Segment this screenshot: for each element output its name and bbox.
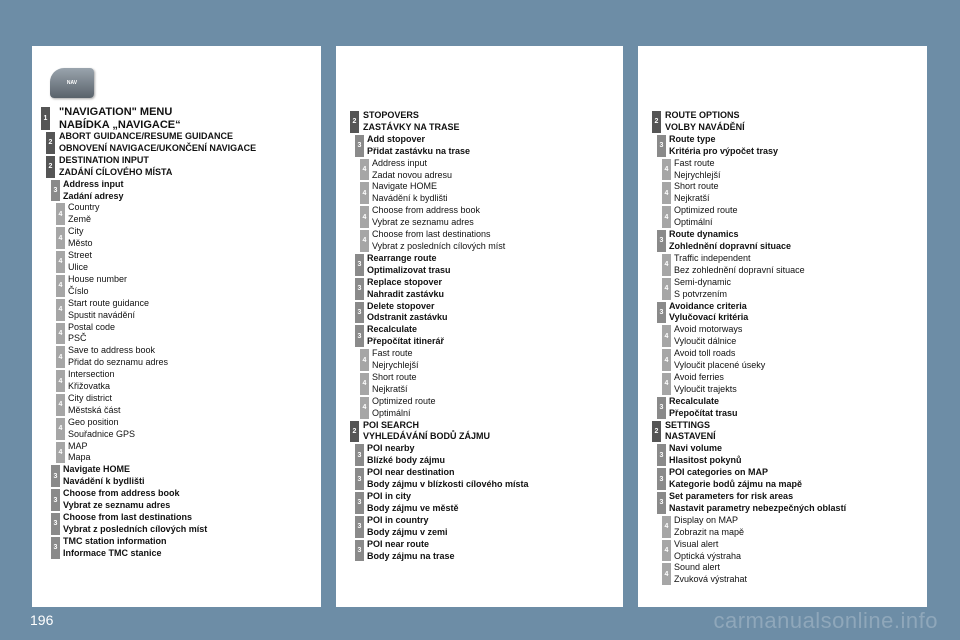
- level-badge: 3: [355, 302, 364, 324]
- menu-entry: [336, 277, 623, 301]
- entry-label-cs: Body zájmu v blízkosti cílového místa: [367, 479, 529, 490]
- level-badge: 3: [51, 513, 60, 535]
- entry-label-en: Recalculate: [669, 395, 720, 406]
- level-badge: 3: [51, 537, 60, 559]
- menu-entry: [336, 539, 623, 563]
- level-badge: 4: [662, 373, 671, 395]
- entry-label-cs: Informace TMC stanice: [63, 547, 162, 558]
- entry-label-en: "NAVIGATION" MENU: [59, 106, 173, 118]
- entry-label-cs: Odstranit zastávku: [367, 312, 448, 323]
- entry-label-en: Navigate HOME: [372, 181, 438, 192]
- entry-label-cs: Vyloučit placené úseky: [674, 360, 766, 371]
- entry-label-en: STOPOVERS: [363, 110, 419, 120]
- menu-entry: [638, 515, 927, 539]
- level-badge: 4: [662, 182, 671, 204]
- menu-entry: [32, 488, 321, 512]
- entry-label-cs: Hlasitost pokynů: [669, 455, 742, 466]
- entry-label-cs: Bez zohlednění dopravní situace: [674, 264, 805, 275]
- entry-label-en: Optimized route: [372, 395, 436, 406]
- entry-label-cs: Vybrat ze seznamu adres: [372, 217, 474, 228]
- entry-label-cs: S potvrzením: [674, 288, 728, 299]
- level-badge: 4: [56, 323, 65, 345]
- entry-label-en: POI SEARCH: [363, 419, 420, 430]
- entry-label-en: POI in city: [367, 491, 412, 501]
- menu-entry: [638, 158, 927, 182]
- level-badge: 4: [56, 442, 65, 464]
- menu-entry: [638, 467, 927, 491]
- menu-entry: [32, 179, 321, 203]
- entry-label-en: Choose from last destinations: [372, 229, 491, 240]
- menu-entry: [32, 155, 321, 179]
- entry-label-en: Short route: [674, 181, 719, 192]
- entry-label-cs: Země: [68, 214, 92, 225]
- level-badge: 4: [662, 159, 671, 181]
- menu-entry: [336, 205, 623, 229]
- level-badge: 2: [46, 132, 55, 154]
- level-badge: 3: [355, 135, 364, 157]
- level-badge: 3: [355, 492, 364, 514]
- entry-label-en: POI nearby: [367, 443, 415, 454]
- menu-entry: [336, 324, 623, 348]
- menu-entry: [638, 443, 927, 467]
- entry-label-cs: Souřadnice GPS: [68, 428, 136, 439]
- entry-label-cs: Nejkratší: [372, 383, 408, 394]
- entry-label-cs: Zvuková výstrahat: [674, 574, 748, 585]
- menu-entry: [638, 277, 927, 301]
- entry-label-cs: Město: [68, 238, 93, 249]
- entry-label-en: ROUTE OPTIONS: [665, 110, 740, 120]
- level-badge: 2: [46, 156, 55, 178]
- level-badge: 4: [662, 278, 671, 300]
- level-badge: 3: [355, 468, 364, 490]
- level-badge: 3: [657, 468, 666, 490]
- menu-entry: [638, 420, 927, 444]
- entry-label-en: Short route: [372, 371, 417, 382]
- entry-label-cs: ZADÁNÍ CÍLOVÉHO MÍSTA: [59, 166, 173, 177]
- entry-label-en: POI near destination: [367, 467, 455, 478]
- entry-label-cs: Ulice: [68, 261, 89, 272]
- menu-entry: [336, 229, 623, 253]
- page-number: 196: [30, 612, 54, 628]
- entry-label-en: Fast route: [372, 348, 413, 359]
- menu-entry: [336, 348, 623, 372]
- entry-label-cs: NABÍDKA „NAVIGACE“: [59, 118, 181, 131]
- menu-entry: [638, 348, 927, 372]
- level-badge: 4: [662, 540, 671, 562]
- entry-label-cs: Blízké body zájmu: [367, 455, 446, 466]
- entry-label-en: Recalculate: [367, 324, 418, 335]
- entry-label-en: ABORT GUIDANCE/RESUME GUIDANCE: [59, 131, 234, 141]
- entry-label-cs: Nejkratší: [674, 193, 710, 204]
- level-badge: 4: [360, 182, 369, 204]
- level-badge: 4: [56, 203, 65, 225]
- entry-label-en: Navi volume: [669, 443, 723, 454]
- entry-label-en: Geo position: [68, 416, 119, 427]
- menu-entry: [336, 420, 623, 444]
- entry-label-en: POI categories on MAP: [669, 467, 769, 478]
- entry-label-en: House number: [68, 273, 128, 284]
- menu-entry: [336, 181, 623, 205]
- level-badge: 2: [652, 111, 661, 133]
- menu-entry: [336, 110, 623, 134]
- menu-entry: [32, 202, 321, 226]
- entry-label-cs: ZASTÁVKY NA TRASE: [363, 121, 460, 132]
- menu-entry: [32, 464, 321, 488]
- menu-entry: [32, 274, 321, 298]
- entry-label-en: Fast route: [674, 157, 715, 168]
- level-badge: 4: [662, 516, 671, 538]
- entry-label-en: Avoid motorways: [674, 324, 743, 335]
- level-badge: 4: [56, 418, 65, 440]
- entry-label-cs: Nahradit zastávku: [367, 288, 445, 299]
- level-badge: 3: [355, 254, 364, 276]
- entry-label-cs: Zadat novou adresu: [372, 169, 453, 180]
- menu-entry: [336, 134, 623, 158]
- menu-tree: [336, 110, 623, 562]
- entry-label-cs: Navádění k bydlišti: [372, 193, 448, 204]
- entry-label-cs: Optimalizovat trasu: [367, 264, 451, 275]
- level-badge: 2: [350, 111, 359, 133]
- level-badge: 4: [56, 275, 65, 297]
- level-badge: 4: [662, 563, 671, 585]
- menu-tree: [32, 106, 321, 560]
- entry-label-cs: Nejrychlejší: [372, 360, 419, 371]
- menu-entry: [336, 467, 623, 491]
- entry-label-cs: VYHLEDÁVÁNÍ BODŮ ZÁJMU: [363, 431, 491, 442]
- level-badge: 3: [657, 135, 666, 157]
- level-badge: 3: [355, 516, 364, 538]
- level-badge: 4: [360, 159, 369, 181]
- entry-label-en: Delete stopover: [367, 300, 435, 311]
- level-badge: 4: [56, 299, 65, 321]
- menu-entry: [32, 322, 321, 346]
- menu-entry: [638, 324, 927, 348]
- entry-label-en: SETTINGS: [665, 419, 711, 430]
- level-badge: 4: [662, 206, 671, 228]
- level-badge: 3: [51, 465, 60, 487]
- entry-label-en: Set parameters for risk areas: [669, 491, 794, 501]
- menu-entry: [32, 417, 321, 441]
- menu-entry: [638, 491, 927, 515]
- nav-button-icon: NAV: [50, 68, 94, 98]
- entry-label-cs: Vybrat z posledních cílových míst: [63, 523, 208, 534]
- entry-label-en: TMC station information: [63, 535, 167, 546]
- entry-label-en: Address input: [372, 157, 428, 168]
- level-badge: 4: [360, 230, 369, 252]
- entry-label-cs: PSČ: [68, 333, 87, 344]
- menu-entry: [638, 539, 927, 563]
- entry-label-en: Choose from last destinations: [63, 512, 193, 522]
- level-badge: 4: [360, 206, 369, 228]
- menu-entry: [638, 134, 927, 158]
- entry-label-en: Avoid toll roads: [674, 348, 736, 359]
- menu-entry: [638, 205, 927, 229]
- entry-label-cs: Vybrat ze seznamu adres: [63, 500, 171, 511]
- level-badge: 4: [360, 397, 369, 419]
- entry-label-en: POI in country: [367, 514, 429, 525]
- entry-label-cs: Nejrychlejší: [674, 169, 721, 180]
- entry-label-cs: Mapa: [68, 452, 91, 463]
- level-badge: 3: [355, 325, 364, 347]
- entry-label-cs: Nastavit parametry nebezpečných oblastí: [669, 502, 847, 513]
- level-badge: 3: [657, 230, 666, 252]
- entry-label-cs: Přepočítat trasu: [669, 407, 738, 418]
- level-badge: 3: [657, 492, 666, 514]
- menu-entry: [32, 536, 321, 560]
- entry-label-en: City: [68, 226, 84, 237]
- level-badge: 3: [657, 444, 666, 466]
- level-badge: 4: [56, 346, 65, 368]
- entry-label-en: Street: [68, 250, 93, 261]
- menu-entry: [638, 396, 927, 420]
- entry-label-cs: Vylučovací kritéria: [669, 312, 749, 323]
- entry-label-cs: Kategorie bodů zájmu na mapě: [669, 479, 803, 490]
- menu-entry: [638, 110, 927, 134]
- menu-entry: [336, 443, 623, 467]
- menu-entry: [336, 253, 623, 277]
- entry-label-en: Traffic independent: [674, 252, 751, 263]
- level-badge: 4: [56, 394, 65, 416]
- menu-entry: [638, 301, 927, 325]
- level-badge: 3: [355, 540, 364, 562]
- menu-panel-stopovers-poi: [336, 46, 623, 607]
- entry-label-en: Semi-dynamic: [674, 276, 732, 287]
- entry-label-en: Route dynamics: [669, 229, 739, 240]
- entry-label-cs: Přepočítat itinerář: [367, 336, 445, 347]
- entry-label-en: Choose from address book: [372, 205, 481, 216]
- entry-label-en: Avoid ferries: [674, 371, 724, 382]
- entry-label-cs: NASTAVENÍ: [665, 431, 716, 442]
- menu-panel-route-options-settings: [638, 46, 927, 607]
- entry-label-en: Address input: [63, 178, 124, 189]
- entry-label-cs: Spustit navádění: [68, 309, 136, 320]
- level-badge: 4: [360, 373, 369, 395]
- entry-label-en: Visual alert: [674, 538, 719, 549]
- menu-entry: [638, 372, 927, 396]
- entry-label-cs: Městská část: [68, 404, 121, 415]
- level-badge: 4: [662, 254, 671, 276]
- entry-label-cs: Navádění k bydlišti: [63, 476, 145, 487]
- level-badge: 4: [56, 370, 65, 392]
- entry-label-en: Sound alert: [674, 562, 721, 573]
- menu-entry: [638, 181, 927, 205]
- menu-entry: [336, 491, 623, 515]
- entry-label-en: Display on MAP: [674, 514, 739, 525]
- entry-label-en: Start route guidance: [68, 297, 150, 308]
- menu-tree: [638, 110, 927, 586]
- entry-label-cs: Optimální: [372, 407, 411, 418]
- entry-label-cs: Zobrazit na mapě: [674, 526, 745, 537]
- entry-label-cs: OBNOVENÍ NAVIGACE/UKONČENÍ NAVIGACE: [59, 142, 257, 153]
- menu-entry: [32, 369, 321, 393]
- menu-entry: [336, 158, 623, 182]
- menu-entry: [32, 393, 321, 417]
- level-badge: 3: [355, 278, 364, 300]
- menu-entry: [32, 226, 321, 250]
- entry-label-cs: Body zájmu ve městě: [367, 502, 459, 513]
- entry-label-en: Rearrange route: [367, 252, 437, 263]
- entry-label-en: Postal code: [68, 321, 116, 332]
- menu-entry: [638, 253, 927, 277]
- entry-label-en: Avoidance criteria: [669, 300, 747, 311]
- entry-label-cs: Body zájmu v zemi: [367, 526, 448, 537]
- entry-label-cs: Přidat zastávku na trase: [367, 145, 471, 156]
- menu-entry: [336, 396, 623, 420]
- entry-label-en: Country: [68, 202, 100, 213]
- entry-label-en: Choose from address book: [63, 488, 180, 499]
- entry-label-en: Optimized route: [674, 205, 738, 216]
- menu-entry: [32, 512, 321, 536]
- level-badge: 4: [662, 325, 671, 347]
- entry-label-cs: Vybrat z posledních cílových míst: [372, 240, 506, 251]
- entry-label-cs: Přidat do seznamu adres: [68, 357, 169, 368]
- entry-label-en: DESTINATION INPUT: [59, 154, 149, 165]
- level-badge: 3: [51, 489, 60, 511]
- entry-label-cs: VOLBY NAVÁDĚNÍ: [665, 121, 745, 132]
- level-badge: 4: [56, 227, 65, 249]
- menu-entry: [32, 106, 321, 131]
- entry-label-cs: Zadání adresy: [63, 190, 124, 201]
- menu-entry: [638, 229, 927, 253]
- entry-label-cs: Křižovatka: [68, 381, 111, 392]
- entry-label-en: City district: [68, 392, 113, 403]
- entry-label-cs: Vyloučit trajekts: [674, 383, 737, 394]
- level-badge: 2: [350, 421, 359, 443]
- entry-label-cs: Optimální: [674, 217, 713, 228]
- menu-entry: [638, 562, 927, 586]
- level-badge: 3: [657, 302, 666, 324]
- entry-label-en: Navigate HOME: [63, 464, 131, 475]
- entry-label-cs: Body zájmu na trase: [367, 550, 455, 561]
- level-badge: 2: [652, 421, 661, 443]
- entry-label-en: Replace stopover: [367, 276, 443, 287]
- menu-entry: [32, 131, 321, 155]
- level-badge: 4: [56, 251, 65, 273]
- menu-entry: [32, 345, 321, 369]
- entry-label-cs: Zohlednění dopravní situace: [669, 240, 792, 251]
- entry-label-cs: Kritéria pro výpočet trasy: [669, 145, 779, 156]
- entry-label-en: POI near route: [367, 538, 430, 549]
- menu-entry: [336, 301, 623, 325]
- entry-label-cs: Číslo: [68, 285, 89, 296]
- level-badge: 3: [657, 397, 666, 419]
- level-badge: 1: [41, 107, 50, 130]
- level-badge: 3: [51, 180, 60, 202]
- level-badge: 4: [360, 349, 369, 371]
- level-badge: 4: [662, 349, 671, 371]
- entry-label-en: MAP: [68, 440, 88, 451]
- menu-panel-navigation: [32, 46, 321, 607]
- entry-label-en: Save to address book: [68, 345, 156, 356]
- menu-entry: [32, 298, 321, 322]
- level-badge: 3: [355, 444, 364, 466]
- menu-entry: [336, 515, 623, 539]
- menu-entry: [336, 372, 623, 396]
- watermark: carmanualsonline.info: [713, 608, 938, 633]
- entry-label-en: Intersection: [68, 369, 115, 380]
- entry-label-en: Add stopover: [367, 133, 426, 144]
- menu-entry: [32, 250, 321, 274]
- entry-label-cs: Optická výstraha: [674, 550, 742, 561]
- menu-entry: [32, 441, 321, 465]
- entry-label-cs: Vyloučit dálnice: [674, 336, 737, 347]
- entry-label-en: Route type: [669, 133, 716, 144]
